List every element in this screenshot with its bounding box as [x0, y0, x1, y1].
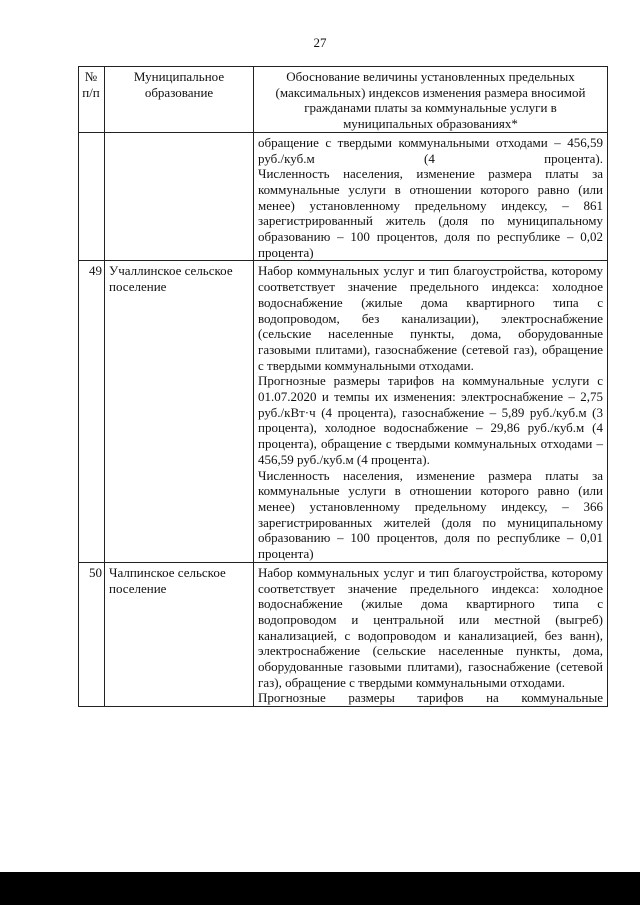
scan-edge — [0, 872, 640, 905]
table-row — [79, 261, 608, 562]
row-municipality — [105, 132, 254, 261]
justification-paragraph: Численность населения, изменение размера платы за коммунальные услуги в отношении которого равно (или менее) установленному предельному индексу, – 366 зарегистрированных жителей (доля по муниципальному образованию – 100 процентов, доля по республике – 0,01 процента) — [258, 467, 603, 562]
justification-paragraph: Набор коммунальных услуг и тип благоустройства, которому соответствует значение предельного индекса: холодное водоснабжение (жилые дома квартирного типа с водопроводом и центральной или местной (выгреб) канализацией, с водопроводом и канализацией, без ванн), электроснабжение (сельские населенные пункты, дома, оборудованные газовыми плитами), газоснабжение (сетевой газ), обращение с твердыми коммунальными отходами. — [258, 564, 603, 690]
limit-index-table — [78, 66, 608, 707]
row-justification — [254, 562, 608, 706]
justification-paragraph: Набор коммунальных услуг и тип благоустройства, которому соответствует значение предельного индекса: холодное водоснабжение (жилые дома квартирного типа с водопроводом, без канализации), электроснабжение (сельские населенные пункты, дома, оборудованные газовыми плитами), газоснабжение (сетевой газ), обращение с твердыми коммунальными отходами. — [258, 263, 603, 373]
row-municipality: Учаллинское сельское поселение — [105, 261, 254, 562]
table-row — [79, 562, 608, 706]
justification-paragraph: Численность населения, изменение размера платы за коммунальные услуги в отношении которого равно (или менее) установленному предельному индексу, – 861 зарегистрированный житель (доля по муниципальному образованию – 100 процентов, доля по республике – 0,02 процента) — [258, 166, 603, 260]
page-number: 27 — [313, 35, 327, 50]
table-header-row — [79, 67, 608, 133]
row-justification — [254, 261, 608, 562]
row-municipality: Чалпинское сельское поселение — [105, 562, 254, 706]
row-num: 49 — [79, 261, 105, 562]
header-justification: Обоснование величины установленных предельных (максимальных) индексов изменения размера вносимой гражданами платы за коммунальные услуги в муниципальных образованиях* — [254, 67, 608, 133]
justification-paragraph: обращение с твердыми коммунальными отходами – 456,59 руб./куб.м (4 процента). — [258, 134, 603, 166]
header-num: № п/п — [79, 67, 105, 133]
justification-paragraph: Прогнозные размеры тарифов на коммунальные — [258, 690, 603, 706]
header-municipality: Муниципальное образование — [105, 67, 254, 133]
row-justification — [254, 132, 608, 261]
table-row — [79, 132, 608, 261]
row-num — [79, 132, 105, 261]
justification-paragraph: Прогнозные размеры тарифов на коммунальные услуги с 01.07.2020 и темпы их изменения: электроснабжение – 2,75 руб./кВт·ч (4 процента), газоснабжение – 5,89 руб./куб.м (3 процента), холодное водоснабжение – 29,86 руб./куб.м (4 процента), обращение с твердыми коммунальных отходами – 456,59 руб./куб.м (4 процента). — [258, 373, 603, 467]
row-num: 50 — [79, 562, 105, 706]
